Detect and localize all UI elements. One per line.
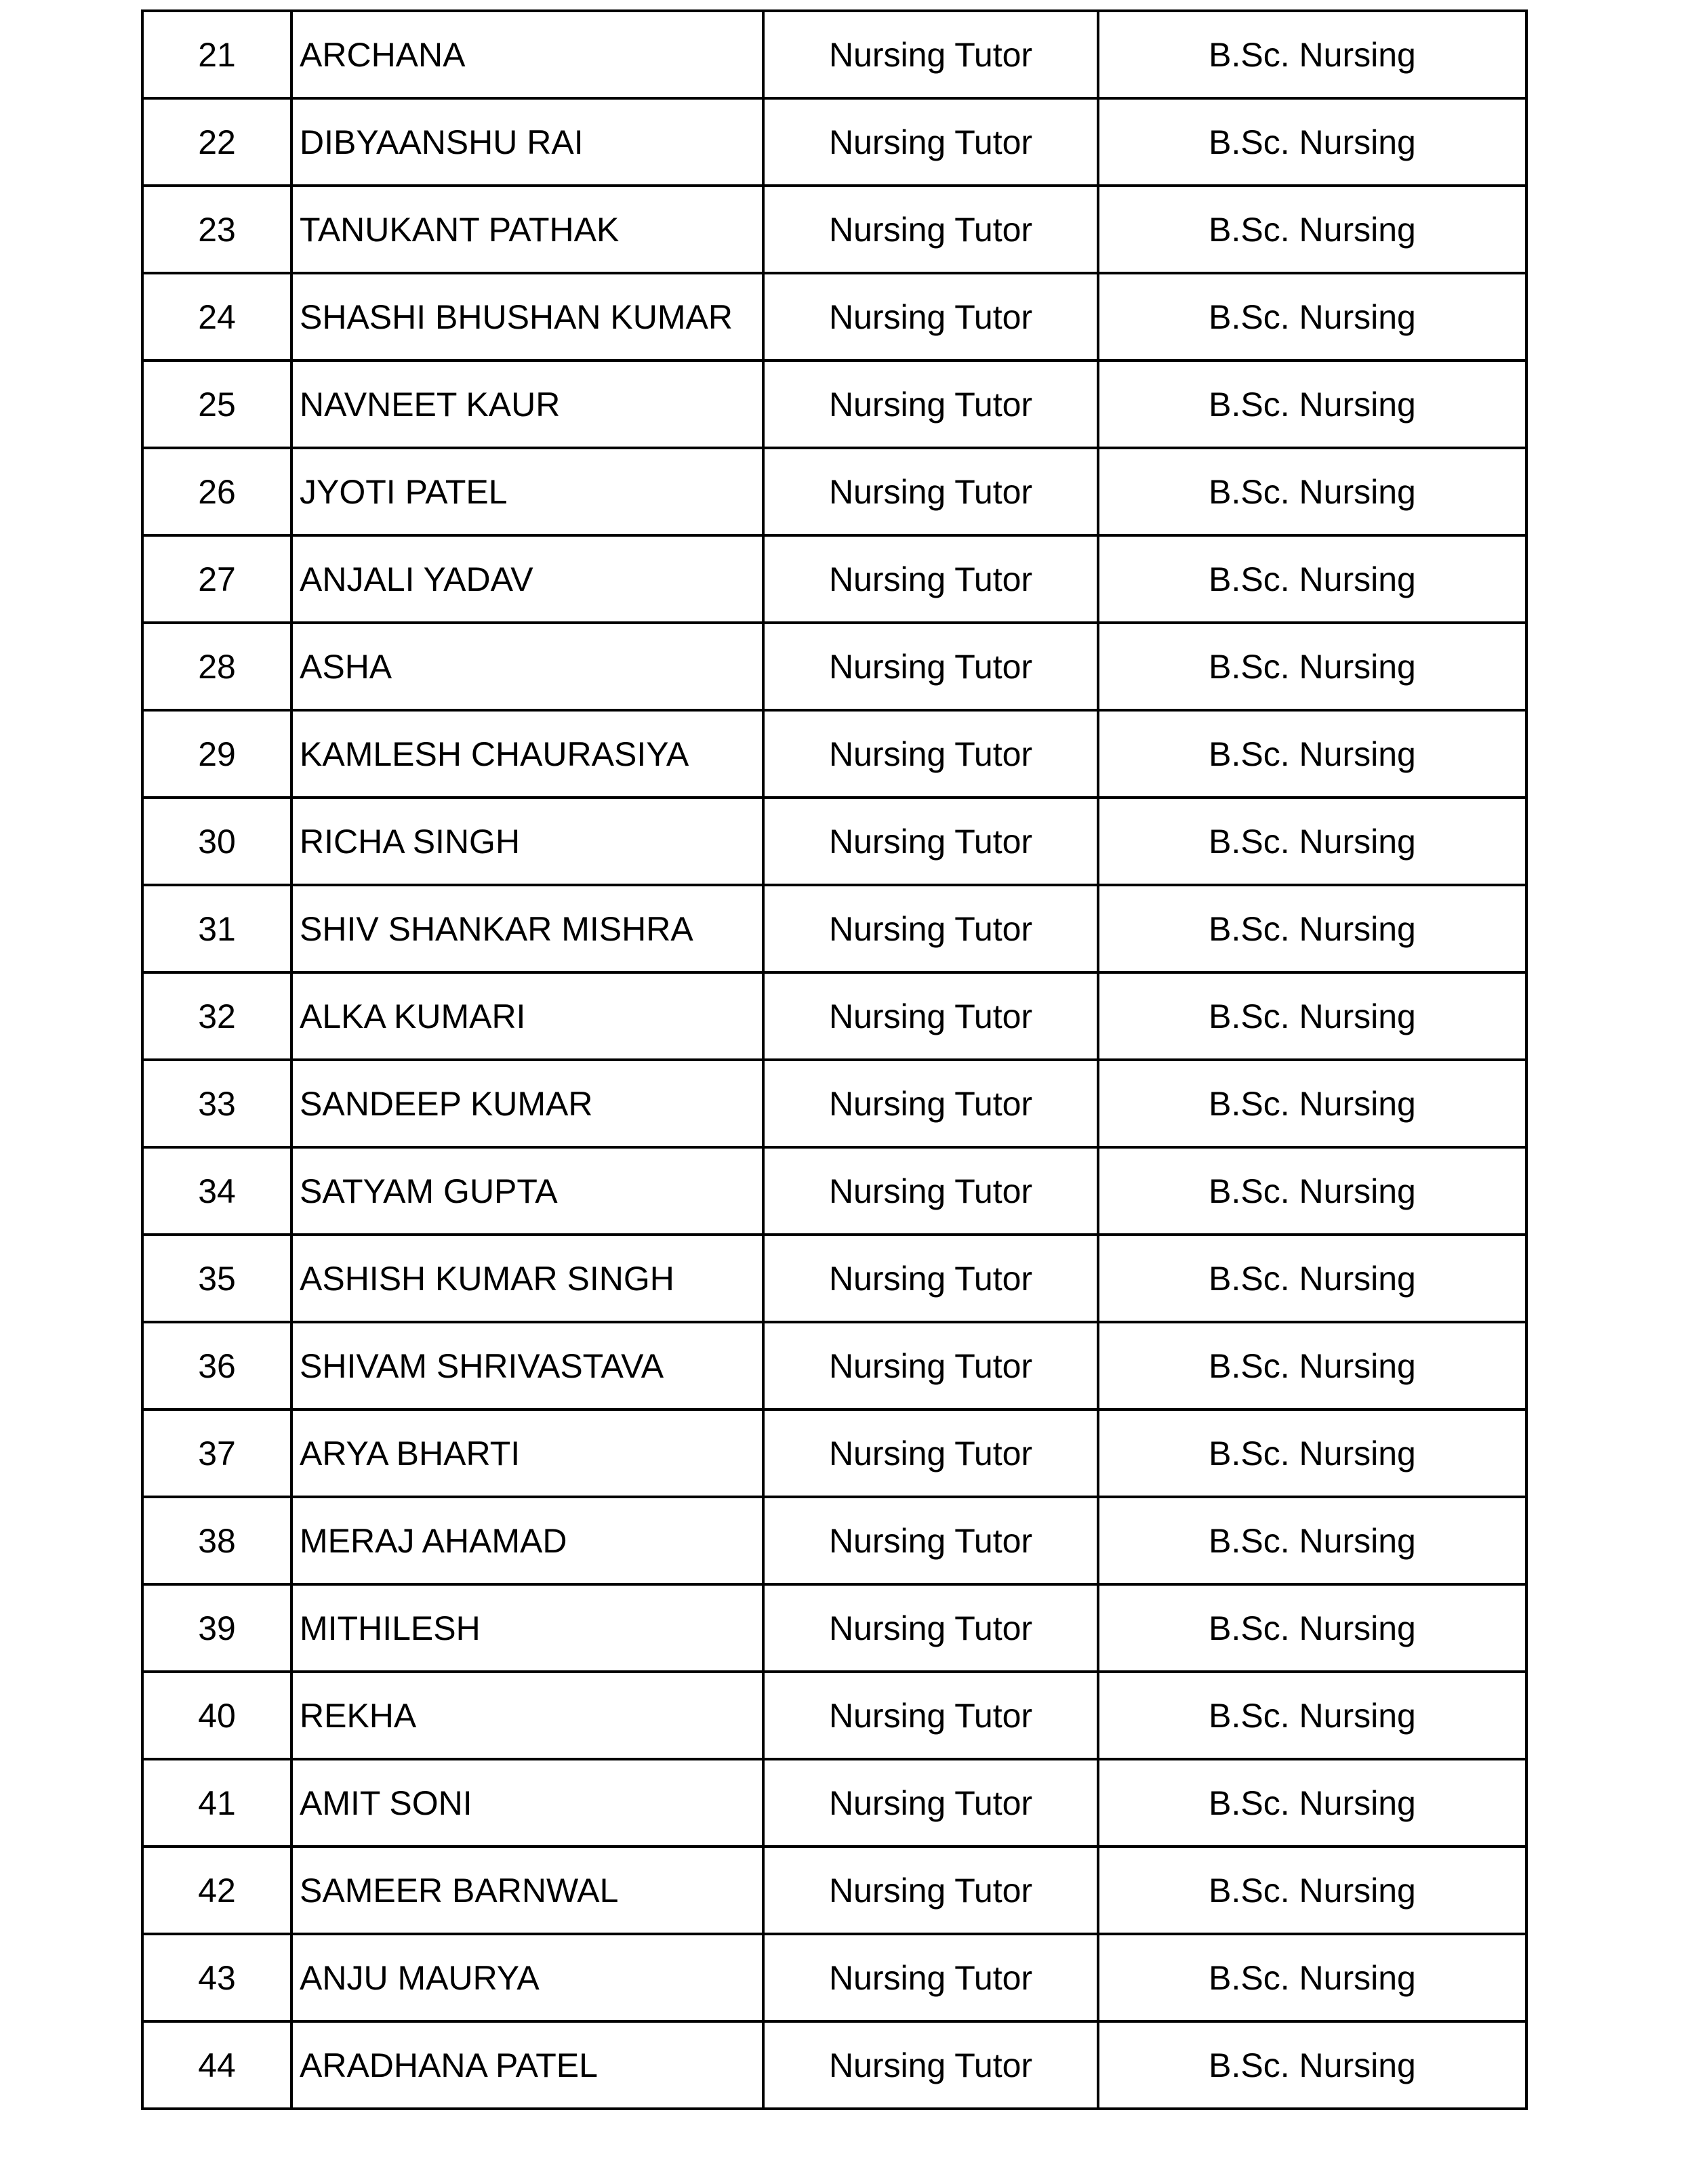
qualification-cell: B.Sc. Nursing <box>1098 186 1526 273</box>
serial-number-cell: 29 <box>142 710 291 798</box>
designation-cell: Nursing Tutor <box>763 1584 1098 1672</box>
table-row <box>142 1147 1526 1235</box>
table-row <box>142 273 1526 360</box>
serial-number-cell: 23 <box>142 186 291 273</box>
name-cell: ANJU MAURYA <box>291 1934 763 2021</box>
table-row <box>142 1672 1526 1759</box>
table-row <box>142 623 1526 710</box>
qualification-cell: B.Sc. Nursing <box>1098 623 1526 710</box>
table-row <box>142 1847 1526 1934</box>
qualification-cell: B.Sc. Nursing <box>1098 1584 1526 1672</box>
designation-cell: Nursing Tutor <box>763 273 1098 360</box>
name-cell: ANJALI YADAV <box>291 535 763 623</box>
serial-number-cell: 22 <box>142 98 291 186</box>
name-cell: JYOTI PATEL <box>291 448 763 535</box>
name-cell: AMIT SONI <box>291 1759 763 1847</box>
qualification-cell: B.Sc. Nursing <box>1098 885 1526 972</box>
designation-cell: Nursing Tutor <box>763 1759 1098 1847</box>
name-cell: ALKA KUMARI <box>291 972 763 1060</box>
name-cell: RICHA SINGH <box>291 798 763 885</box>
serial-number-cell: 32 <box>142 972 291 1060</box>
table-row <box>142 1759 1526 1847</box>
designation-cell: Nursing Tutor <box>763 1409 1098 1497</box>
name-cell: SHASHI BHUSHAN KUMAR <box>291 273 763 360</box>
designation-cell: Nursing Tutor <box>763 360 1098 448</box>
serial-number-cell: 41 <box>142 1759 291 1847</box>
designation-cell: Nursing Tutor <box>763 972 1098 1060</box>
designation-cell: Nursing Tutor <box>763 1672 1098 1759</box>
name-cell: ARCHANA <box>291 11 763 98</box>
qualification-cell: B.Sc. Nursing <box>1098 1147 1526 1235</box>
serial-number-cell: 39 <box>142 1584 291 1672</box>
name-cell: SATYAM GUPTA <box>291 1147 763 1235</box>
serial-number-cell: 25 <box>142 360 291 448</box>
table-row <box>142 360 1526 448</box>
qualification-cell: B.Sc. Nursing <box>1098 360 1526 448</box>
designation-cell: Nursing Tutor <box>763 11 1098 98</box>
qualification-cell: B.Sc. Nursing <box>1098 1672 1526 1759</box>
designation-cell: Nursing Tutor <box>763 1934 1098 2021</box>
table-row <box>142 11 1526 98</box>
designation-cell: Nursing Tutor <box>763 885 1098 972</box>
name-cell: SANDEEP KUMAR <box>291 1060 763 1147</box>
serial-number-cell: 24 <box>142 273 291 360</box>
serial-number-cell: 30 <box>142 798 291 885</box>
table-row <box>142 710 1526 798</box>
serial-number-cell: 31 <box>142 885 291 972</box>
qualification-cell: B.Sc. Nursing <box>1098 798 1526 885</box>
table-row <box>142 448 1526 535</box>
name-cell: REKHA <box>291 1672 763 1759</box>
qualification-cell: B.Sc. Nursing <box>1098 535 1526 623</box>
name-cell: NAVNEET KAUR <box>291 360 763 448</box>
qualification-cell: B.Sc. Nursing <box>1098 1847 1526 1934</box>
name-cell: MITHILESH <box>291 1584 763 1672</box>
table-row <box>142 1584 1526 1672</box>
designation-cell: Nursing Tutor <box>763 1322 1098 1409</box>
table-row <box>142 798 1526 885</box>
qualification-cell: B.Sc. Nursing <box>1098 1934 1526 2021</box>
serial-number-cell: 27 <box>142 535 291 623</box>
designation-cell: Nursing Tutor <box>763 1060 1098 1147</box>
qualification-cell: B.Sc. Nursing <box>1098 1409 1526 1497</box>
serial-number-cell: 26 <box>142 448 291 535</box>
table-row <box>142 1497 1526 1584</box>
qualification-cell: B.Sc. Nursing <box>1098 1235 1526 1322</box>
staff-table <box>141 9 1528 2110</box>
qualification-cell: B.Sc. Nursing <box>1098 972 1526 1060</box>
name-cell: ARADHANA PATEL <box>291 2021 763 2109</box>
name-cell: ARYA BHARTI <box>291 1409 763 1497</box>
designation-cell: Nursing Tutor <box>763 623 1098 710</box>
serial-number-cell: 43 <box>142 1934 291 2021</box>
name-cell: ASHISH KUMAR SINGH <box>291 1235 763 1322</box>
qualification-cell: B.Sc. Nursing <box>1098 98 1526 186</box>
designation-cell: Nursing Tutor <box>763 2021 1098 2109</box>
qualification-cell: B.Sc. Nursing <box>1098 1322 1526 1409</box>
designation-cell: Nursing Tutor <box>763 1497 1098 1584</box>
qualification-cell: B.Sc. Nursing <box>1098 1497 1526 1584</box>
serial-number-cell: 40 <box>142 1672 291 1759</box>
designation-cell: Nursing Tutor <box>763 1235 1098 1322</box>
serial-number-cell: 35 <box>142 1235 291 1322</box>
serial-number-cell: 33 <box>142 1060 291 1147</box>
serial-number-cell: 28 <box>142 623 291 710</box>
name-cell: SHIVAM SHRIVASTAVA <box>291 1322 763 1409</box>
serial-number-cell: 34 <box>142 1147 291 1235</box>
table-row <box>142 1060 1526 1147</box>
name-cell: SAMEER BARNWAL <box>291 1847 763 1934</box>
serial-number-cell: 37 <box>142 1409 291 1497</box>
table-row <box>142 1322 1526 1409</box>
qualification-cell: B.Sc. Nursing <box>1098 1060 1526 1147</box>
designation-cell: Nursing Tutor <box>763 535 1098 623</box>
name-cell: DIBYAANSHU RAI <box>291 98 763 186</box>
table-row <box>142 972 1526 1060</box>
qualification-cell: B.Sc. Nursing <box>1098 2021 1526 2109</box>
designation-cell: Nursing Tutor <box>763 186 1098 273</box>
name-cell: ASHA <box>291 623 763 710</box>
designation-cell: Nursing Tutor <box>763 98 1098 186</box>
qualification-cell: B.Sc. Nursing <box>1098 11 1526 98</box>
designation-cell: Nursing Tutor <box>763 798 1098 885</box>
serial-number-cell: 42 <box>142 1847 291 1934</box>
table-row <box>142 535 1526 623</box>
name-cell: MERAJ AHAMAD <box>291 1497 763 1584</box>
qualification-cell: B.Sc. Nursing <box>1098 710 1526 798</box>
name-cell: KAMLESH CHAURASIYA <box>291 710 763 798</box>
table-row <box>142 1409 1526 1497</box>
table-row <box>142 1934 1526 2021</box>
table-row <box>142 186 1526 273</box>
serial-number-cell: 38 <box>142 1497 291 1584</box>
table-row <box>142 885 1526 972</box>
designation-cell: Nursing Tutor <box>763 710 1098 798</box>
name-cell: TANUKANT PATHAK <box>291 186 763 273</box>
qualification-cell: B.Sc. Nursing <box>1098 273 1526 360</box>
table-row <box>142 1235 1526 1322</box>
serial-number-cell: 36 <box>142 1322 291 1409</box>
designation-cell: Nursing Tutor <box>763 448 1098 535</box>
serial-number-cell: 21 <box>142 11 291 98</box>
table-row <box>142 2021 1526 2109</box>
qualification-cell: B.Sc. Nursing <box>1098 448 1526 535</box>
designation-cell: Nursing Tutor <box>763 1147 1098 1235</box>
qualification-cell: B.Sc. Nursing <box>1098 1759 1526 1847</box>
designation-cell: Nursing Tutor <box>763 1847 1098 1934</box>
table-body <box>142 11 1526 2109</box>
table-row <box>142 98 1526 186</box>
serial-number-cell: 44 <box>142 2021 291 2109</box>
name-cell: SHIV SHANKAR MISHRA <box>291 885 763 972</box>
